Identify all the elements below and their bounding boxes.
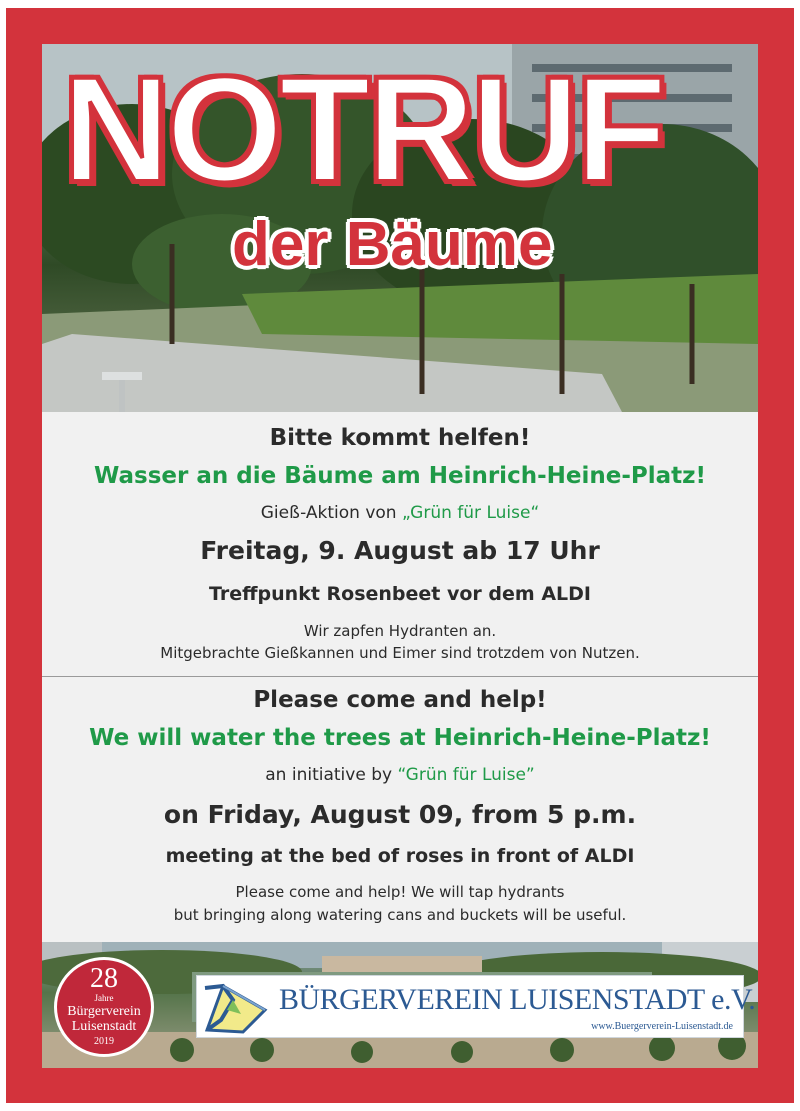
german-initiative-prefix: Gieß-Aktion von [260, 503, 397, 523]
english-note-1: Please come and help! We will tap hydrants [235, 883, 565, 901]
poster-subtitle: der Bäume [232, 210, 553, 279]
english-initiative-prefix: an initiative by [265, 765, 393, 785]
badge-line-1: Bürgerverein [67, 1004, 141, 1019]
english-initiative [42, 763, 758, 787]
english-note-2: but bringing along watering cans and buckets will be useful. [173, 906, 627, 924]
german-headline: Wasser an die Bäume am Heinrich-Heine-Platz! [93, 463, 706, 489]
german-meeting: Treffpunkt Rosenbeet vor dem ALDI [209, 583, 591, 605]
english-meeting: meeting at the bed of roses in front of ALDI [165, 845, 635, 867]
organization-url: www.Buergerverein-Luisenstadt.de [591, 1021, 733, 1032]
badge-number: 28 [90, 963, 118, 994]
language-divider [42, 676, 758, 677]
district-map-icon [203, 980, 269, 1034]
english-headline: We will water the trees at Heinrich-Heine-Platz! [89, 725, 711, 751]
organization-logo [196, 975, 756, 1038]
organization-name: BÜRGERVEREIN LUISENSTADT e.V. [279, 983, 756, 1016]
badge-line-2: Luisenstadt [71, 1019, 137, 1034]
poster-title: NOTRUF [62, 45, 663, 213]
badge-year: 2019 [94, 1036, 114, 1047]
german-note-2: Mitgebrachte Gießkannen und Eimer sind trotzdem von Nutzen. [160, 644, 640, 662]
german-note-1: Wir zapfen Hydranten an. [303, 622, 497, 640]
english-date: on Friday, August 09, from 5 p.m. [163, 800, 637, 829]
badge-jahre: Jahre [94, 993, 114, 1003]
english-initiative-name: “Grün für Luise” [397, 765, 535, 785]
english-call: Please come and help! [253, 687, 547, 713]
anniversary-badge [54, 957, 154, 1057]
german-date: Freitag, 9. August ab 17 Uhr [200, 536, 600, 565]
info-panel [42, 412, 758, 942]
german-initiative-name: „Grün für Luise“ [401, 503, 540, 523]
german-call: Bitte kommt helfen! [269, 425, 531, 451]
german-initiative [42, 501, 758, 525]
